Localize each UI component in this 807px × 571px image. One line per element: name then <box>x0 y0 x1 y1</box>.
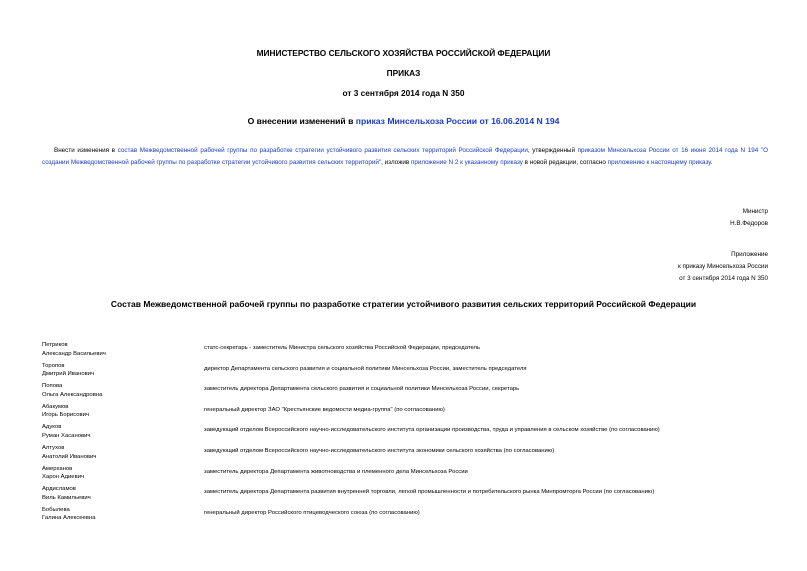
member-role: директор Департамента сельского развития и социальной политики Минсельхоза России, заместитель председателя <box>204 365 527 372</box>
member-given-names: Руман Хасанович <box>42 432 91 439</box>
document-date-number: от 3 сентября 2014 года N 350 <box>342 88 465 98</box>
signature-name: Н.В.Федоров <box>730 220 768 227</box>
member-name <box>42 362 94 379</box>
subject-order-link[interactable]: приказ Минсельхоза России от 16.06.2014 N 194 <box>355 116 560 126</box>
appendix-line-1: Приложение <box>731 251 768 258</box>
member-name <box>42 506 95 523</box>
member-role: заместитель директора Департамента сельского развития и социальной политики Минсельхоза России, секретарь <box>204 386 520 393</box>
member-row <box>42 465 782 486</box>
member-surname: Бобылева <box>42 506 70 513</box>
member-role: заместитель директора Департамента развития внутренней торговли, легкой промышленности и потребительского рынка Минпромторга России (по согласованию) <box>204 489 655 496</box>
ministry-title: МИНИСТЕРСТВО СЕЛЬСКОГО ХОЗЯЙСТВА РОССИЙСКОЙ ФЕДЕРАЦИИ <box>256 48 551 58</box>
member-surname: Амерханов <box>42 465 73 472</box>
member-given-names: Дмитрий Иванович <box>42 371 95 378</box>
member-surname: Торопов <box>42 362 65 369</box>
member-given-names: Ольга Александровна <box>42 391 103 398</box>
member-given-names: Анатолий Иванович <box>42 453 97 460</box>
member-surname: Адуков <box>42 424 62 431</box>
member-surname: Ардисламов <box>42 486 76 493</box>
member-name <box>42 341 106 358</box>
member-given-names: Харон Адиевич <box>42 474 85 481</box>
appendix-2-link[interactable]: приложение N 2 к указанному приказу <box>410 158 523 166</box>
member-name <box>42 485 91 502</box>
signature-block <box>730 206 768 230</box>
member-surname: Попова <box>42 383 63 390</box>
member-role: статс-секретарь - заместитель Министра сельского хозяйства Российской Федерации, председатель <box>204 345 481 351</box>
order-194-link[interactable]: приказом Минсельхоза России от 16 июня 2014 года N 194 "О создании Межведомственной рабочей группы по разработке стратегии устойчивого развития сельских территорий" <box>42 147 768 166</box>
appendix-link[interactable]: приложению к настоящему приказу <box>607 158 711 166</box>
member-surname: Алтухов <box>42 444 65 451</box>
intro-text-4: в новой редакции, согласно <box>522 158 608 166</box>
intro-text-5: . <box>710 158 713 166</box>
member-given-names: Виль Камильевич <box>42 494 91 501</box>
member-name <box>42 423 90 440</box>
member-name <box>42 382 102 399</box>
member-row <box>42 362 782 383</box>
member-role: заведующий отделом Всероссийского научно-исследовательского института экономики сельского хозяйства (по согласованию) <box>204 447 555 454</box>
signature-position: Министр <box>742 208 768 215</box>
appendix-line-3: от 3 сентября 2014 года N 350 <box>679 275 768 282</box>
member-name <box>42 465 84 482</box>
intro-text-2: , утвержденный <box>527 147 578 154</box>
subject-prefix: О внесении изменений в <box>247 116 356 126</box>
member-row <box>42 506 782 527</box>
member-row <box>42 403 782 424</box>
member-role: генеральный директор ЗАО "Крестьянские ведомости медиа-группа" (по согласованию) <box>204 406 445 413</box>
member-role: генеральный директор Российского птицеводческого союза (по согласованию) <box>204 509 420 516</box>
appendix-header <box>678 249 768 285</box>
member-surname: Абакумов <box>42 403 69 410</box>
member-row <box>42 341 782 362</box>
member-role: заместитель директора Департамента животноводства и племенного дела Минсельхоза России <box>204 468 468 475</box>
composition-title: Состав Межведомственной рабочей группы по разработке стратегии устойчивого развития сельских территорий Российской Федерации <box>110 299 697 309</box>
member-surname: Петриков <box>42 342 68 348</box>
member-row <box>42 382 782 403</box>
member-name <box>42 444 96 461</box>
member-role: заведующий отделом Всероссийского научно-исследовательского института организации производства, труда и управления в сельском хозяйстве (по согласованию) <box>204 427 660 434</box>
member-given-names: Игорь Борисович <box>42 412 89 419</box>
appendix-line-2: к приказу Минсельхоза России <box>677 263 768 270</box>
document-type: ПРИКАЗ <box>386 68 421 78</box>
member-given-names: Александр Васильевич <box>42 350 106 357</box>
member-given-names: Галина Алексеевна <box>42 515 96 522</box>
members-list <box>42 341 782 526</box>
member-name <box>42 403 89 420</box>
member-row <box>42 485 782 506</box>
intro-paragraph <box>42 145 768 168</box>
composition-link[interactable]: состав Межведомственной рабочей группы по разработке стратегии устойчивого развития сельских территорий Российской Федерации <box>117 147 528 154</box>
member-row <box>42 423 782 444</box>
intro-text-3: , изложив <box>381 158 411 166</box>
member-row <box>42 444 782 465</box>
intro-text-1: Внести изменения в <box>54 147 118 154</box>
document-subject <box>0 116 807 126</box>
